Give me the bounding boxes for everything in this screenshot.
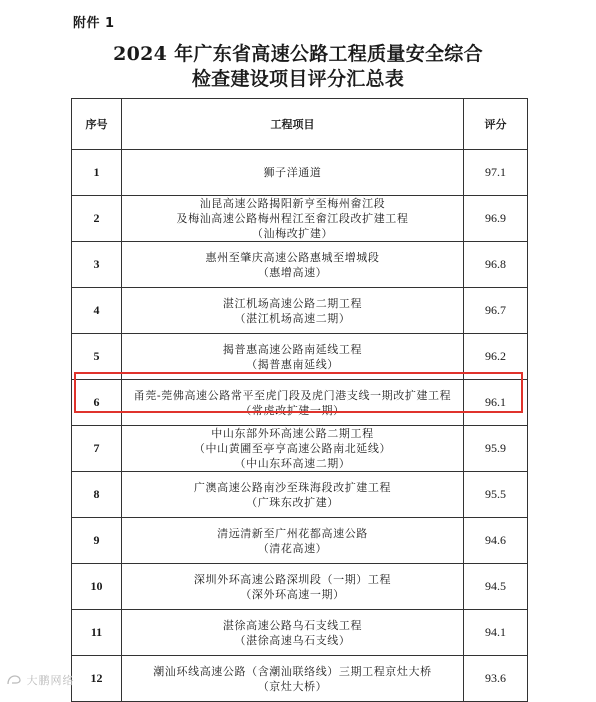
- watermark-text: 大鹏网络: [26, 674, 75, 687]
- project-name: [122, 242, 464, 288]
- project-name-line: 湛徐高速公路乌石支线工程: [222, 618, 363, 632]
- table-header-row: [72, 99, 528, 150]
- project-name: [122, 196, 464, 242]
- watermark: [6, 672, 75, 688]
- table-row: [72, 518, 528, 564]
- document-title-line-1: 2024 年广东省高速公路工程质量安全综合: [113, 43, 483, 65]
- score-summary-table: [71, 98, 528, 702]
- project-name: [122, 426, 464, 472]
- table-row: [72, 426, 528, 472]
- project-name-line: （惠增高速）: [257, 265, 328, 279]
- table-row: [72, 288, 528, 334]
- row-number: 9: [72, 518, 122, 564]
- table-row: [72, 472, 528, 518]
- project-name-line: 及梅汕高速公路梅州程江至畲江段改扩建工程: [176, 212, 409, 225]
- table-row: [72, 564, 528, 610]
- row-number: 11: [72, 610, 122, 656]
- project-name: [122, 288, 464, 334]
- row-number: 10: [72, 564, 122, 610]
- project-name: [122, 472, 464, 518]
- column-header-score: 评分: [464, 99, 528, 150]
- attachment-label: 附件 1: [73, 16, 115, 31]
- project-name-line: （中山东环高速二期）: [234, 457, 351, 470]
- project-name-line: 汕昆高速公路揭阳新亨至梅州畲江段: [199, 197, 386, 210]
- project-name-line: 广澳高速公路南沙至珠海段改扩建工程: [193, 480, 392, 494]
- score-value: 94.6: [464, 518, 528, 564]
- table-row: [72, 196, 528, 242]
- project-name-line: （中山黄圃至亭亨高速公路南北延线）: [193, 442, 392, 455]
- project-name-line: （揭普惠南延线）: [246, 357, 339, 371]
- score-value: 96.2: [464, 334, 528, 380]
- project-name-line: 惠州至肇庆高速公路惠城至增城段: [205, 250, 380, 264]
- row-number: 6: [72, 380, 122, 426]
- row-number: 8: [72, 472, 122, 518]
- project-name-line: 清远清新至广州花都高速公路: [217, 526, 368, 540]
- project-name-line: （湛江机场高速二期）: [234, 311, 351, 325]
- project-name-line: （汕梅改扩建）: [251, 227, 334, 240]
- project-name: [122, 656, 464, 702]
- project-name-line: 狮子洋通道: [263, 166, 322, 179]
- table-row: [72, 610, 528, 656]
- score-value: 95.5: [464, 472, 528, 518]
- document-title-line-2: 检查建设项目评分汇总表: [191, 68, 405, 90]
- row-number: 2: [72, 196, 122, 242]
- project-name: [122, 380, 464, 426]
- score-value: 96.7: [464, 288, 528, 334]
- project-name-line: 湛江机场高速公路二期工程: [222, 296, 363, 310]
- project-name: [122, 518, 464, 564]
- row-number: 12: [72, 656, 122, 702]
- row-number: 7: [72, 426, 122, 472]
- score-value: 94.1: [464, 610, 528, 656]
- column-header-number: 序号: [72, 99, 122, 150]
- score-value: 96.8: [464, 242, 528, 288]
- score-value: 96.1: [464, 380, 528, 426]
- project-name: [122, 334, 464, 380]
- project-name-line: （清花高速）: [257, 541, 328, 555]
- project-name-line: 中山东部外环高速公路二期工程: [211, 427, 374, 440]
- column-header-project: 工程项目: [122, 99, 464, 150]
- table-row: [72, 380, 528, 426]
- row-number: 4: [72, 288, 122, 334]
- table-row: [72, 150, 528, 196]
- row-number: 1: [72, 150, 122, 196]
- score-value: 94.5: [464, 564, 528, 610]
- project-name-line: （京灶大桥）: [257, 679, 328, 693]
- project-name-line: （深外环高速一期）: [240, 587, 345, 601]
- row-number: 5: [72, 334, 122, 380]
- project-name-line: （湛徐高速乌石支线）: [234, 633, 351, 647]
- score-value: 93.6: [464, 656, 528, 702]
- project-name: [122, 610, 464, 656]
- table-row: [72, 334, 528, 380]
- project-name: [122, 150, 464, 196]
- project-name-line: 揭普惠高速公路南延线工程: [222, 342, 363, 356]
- watermark-logo-icon: [6, 674, 22, 686]
- project-name-line: 潮汕环线高速公路（含潮汕联络线）三期工程京灶大桥: [153, 664, 432, 678]
- project-name-line: （常虎改扩建一期）: [240, 403, 345, 417]
- score-value: 95.9: [464, 426, 528, 472]
- table-row: [72, 656, 528, 702]
- table-body: [72, 150, 528, 702]
- project-name-line: （广珠东改扩建）: [246, 495, 339, 509]
- project-name: [122, 564, 464, 610]
- project-name-line: 深圳外环高速公路深圳段（一期）工程: [193, 572, 392, 586]
- score-value: 97.1: [464, 150, 528, 196]
- table-row: [72, 242, 528, 288]
- project-name-line: 甬莞-莞佛高速公路常平至虎门段及虎门港支线一期改扩建工程: [133, 388, 452, 402]
- score-value: 96.9: [464, 196, 528, 242]
- row-number: 3: [72, 242, 122, 288]
